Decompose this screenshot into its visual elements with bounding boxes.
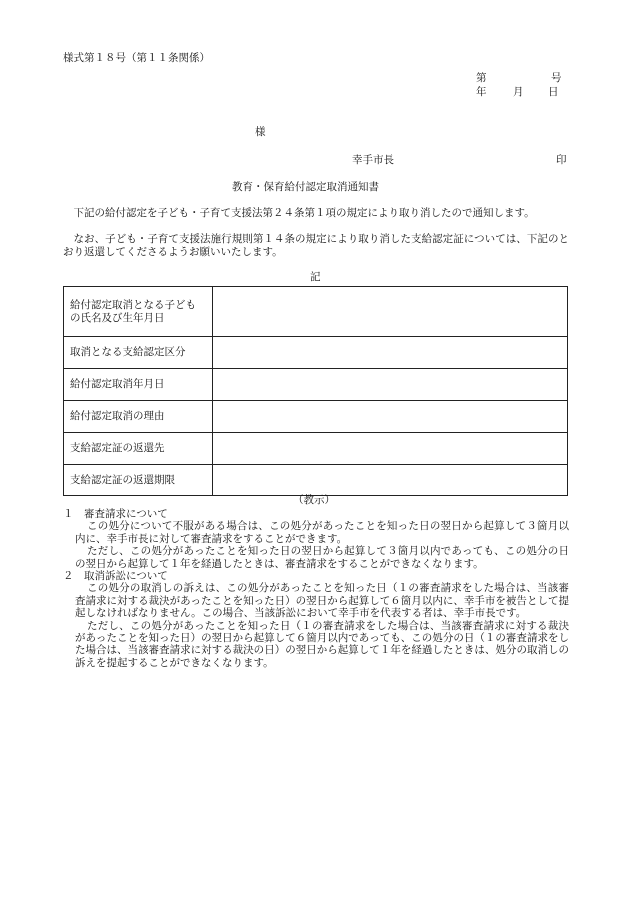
table-row — [64, 465, 568, 496]
doc-number-prefix: 第 — [476, 72, 487, 84]
issuer-seal: 印 — [556, 154, 567, 166]
body-paragraph-1: 下記の給付認定を子ども・子育て支援法第２４条第１項の規定により取り消したので通知します。 — [73, 207, 535, 219]
row-label: 給付認定取消となる子どもの氏名及び生年月日 — [64, 287, 213, 337]
notice-paragraph: ただし、この処分があったことを知った日（１の審査請求をした場合は、当該審査請求に対する裁決があったことを知った日）の翌日から起算して６箇月以内であっても、この処分の日（１の審査請求をした場合は、当該審査請求に対する裁決の日）の翌日から起算して１年を経過したときは、処分の取消しの訴えを提起することができなくなります。 — [75, 619, 569, 669]
document-title: 教育・保育給付認定取消通知書 — [232, 181, 379, 193]
row-label: 支給認定証の返還先 — [64, 433, 213, 465]
row-label: 支給認定証の返還期限 — [64, 465, 213, 496]
notice-title-1: １ 審査請求について — [63, 508, 168, 520]
row-value — [213, 465, 568, 496]
row-value — [213, 433, 568, 465]
row-value — [213, 401, 568, 433]
table-row — [64, 337, 568, 369]
issuer-name: 幸手市長 — [352, 154, 394, 166]
table-row — [64, 401, 568, 433]
notice-paragraph: ただし、この処分があったことを知った日の翌日から起算して３箇月以内であっても、この処分の日の翌日から起算して１年を経過したときは、審査請求をすることができなくなります。 — [75, 545, 569, 570]
row-value — [213, 369, 568, 401]
row-value — [213, 337, 568, 369]
table-row — [64, 433, 568, 465]
row-label: 給付認定取消年月日 — [64, 369, 213, 401]
notice-paragraph: この処分の取消しの訴えは、この処分があったことを知った日（１の審査請求をした場合は、当該審査請求に対する裁決があったことを知った日）の翌日から起算して６箇月以内に、幸手市を被告として提起しなければなりません。この場合、当該訴訟において幸手市を代表する者は、幸手市長です。 — [75, 582, 569, 620]
row-label: 取消となる支給認定区分 — [64, 337, 213, 369]
details-table — [63, 286, 568, 496]
addressee-suffix: 様 — [255, 126, 266, 138]
ki-heading: 記 — [310, 271, 321, 283]
date-year: 年 — [476, 86, 487, 98]
date-month: 月 — [513, 86, 524, 98]
notice-title-2: ２ 取消訴訟について — [63, 570, 168, 583]
row-label: 給付認定取消の理由 — [64, 401, 213, 433]
body-paragraph-2: なお、子ども・子育て支援法施行規則第１４条の規定により取り消した支給認定証については、下記のとおり返還してくださるようお願いいたします。 — [63, 233, 569, 258]
date-day: 日 — [548, 86, 559, 98]
table-row — [64, 369, 568, 401]
notice-section — [63, 508, 569, 669]
row-value — [213, 287, 568, 337]
notice-paragraph: この処分について不服がある場合は、この処分があったことを知った日の翌日から起算して３箇月以内に、幸手市長に対して審査請求をすることができます。 — [75, 520, 569, 545]
notice-heading: （教示） — [293, 494, 335, 506]
form-number: 様式第１８号（第１１条関係） — [63, 52, 210, 64]
table-row — [64, 287, 568, 337]
doc-number-suffix: 号 — [551, 72, 562, 84]
